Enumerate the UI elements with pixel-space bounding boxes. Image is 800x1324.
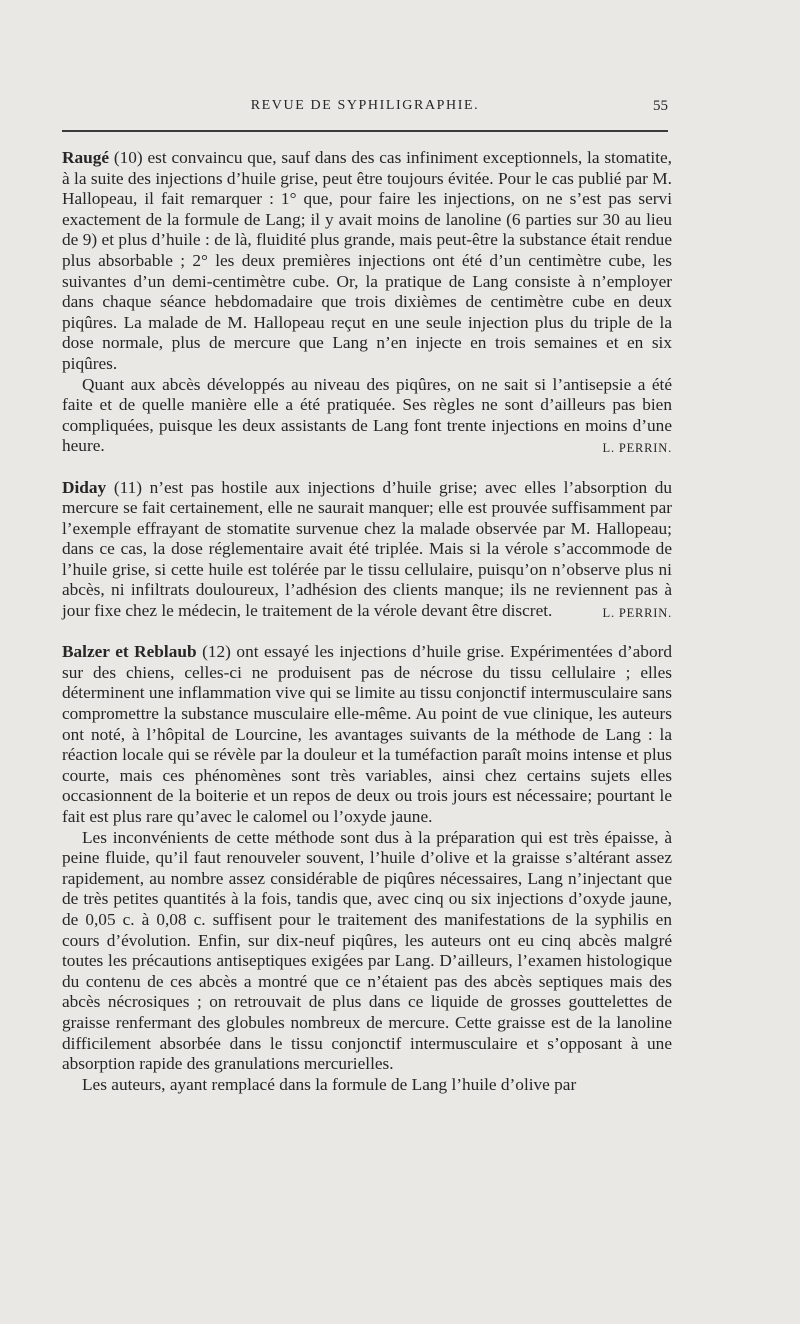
author-name: Diday	[62, 477, 107, 497]
paragraph	[62, 478, 672, 622]
running-head	[62, 98, 668, 122]
review-raugé	[62, 148, 672, 457]
paragraph-text: Quant aux abcès développés au niveau des piqûres, on ne sait si l’antisepsie a été faite et de quelle manière elle a été pratiquée. Ses règles ne sont d’ailleurs pas bien compliquées, puisque les deux assistants de Lang font trente injections en moins d’une heure.	[62, 374, 672, 456]
paragraph-text: (12) ont essayé les injections d’huile grise. Expérimentées d’abord sur des chiens, celles-ci ne produisent pas de nécrose du tissu cellulaire ; elles déterminent une inflammation vive qui se limite au tissu conjonctif intermusculaire sans compromettre la substance musculaire elle-même. Au point de vue clinique, les auteurs ont noté, à l’hôpital de Lourcine, les avantages suivants de la méthode de Lang : la réaction locale qui se révèle par la douleur et la tuméfaction paraît moins intense et plus courte, mais ces phénomènes sont très variables, ainsi chez certains sujets elles occasionnent de la boiterie et un repos de deux ou trois jours est nécessaire; pourtant le fait est plus rare qu’avec le calomel ou l’oxyde jaune.	[62, 642, 672, 826]
paragraph	[62, 1075, 672, 1096]
signature: L. PERRIN.	[602, 441, 672, 456]
header-rule	[62, 130, 668, 132]
paragraph	[62, 148, 672, 375]
article-body	[62, 148, 672, 1095]
paragraph-text: (11) n’est pas hostile aux injections d’huile grise; avec elles l’absorption du mercure se fait certainement, elle ne saurait manquer; elle est prouvée suffisamment par l’exemple effrayant de stomatite survenue chez la malade observée par M. Hallopeau; dans ce cas, la dose réglementaire avait été triplée. Mais si la vérole s’accommode de l’huile grise, si cette huile est tolérée par le tissu cellulaire, puisqu’on n’observe plus ni abcès, ni infiltrats douloureux, l’adhésion des clients manque; ils ne reviennent pas à jour fixe chez le médecin, le traitement de la vérole devant être discret.	[62, 477, 673, 621]
paragraph	[62, 375, 672, 457]
author-name: Raugé	[62, 148, 110, 167]
author-name: Balzer et Reblaub	[62, 642, 197, 662]
signature: L. PERRIN.	[602, 606, 672, 621]
page-number: 55	[653, 98, 668, 114]
review-balzer-reblaub	[62, 642, 672, 1095]
paragraph-text: Les auteurs, ayant remplacé dans la formule de Lang l’huile d’olive par	[82, 1074, 577, 1094]
running-title: REVUE DE SYPHILIGRAPHIE.	[250, 98, 480, 113]
paragraph-text: Les inconvénients de cette méthode sont dus à la préparation qui est très épaisse, à peine fluide, qu’il faut renouveler souvent, l’huile d’olive et la graisse s’altérant assez rapidement, au nombre assez considérable de piqûres nécessaires, Lang n’injectant que de très petites quantités à la fois, tandis que, avec cinq ou six injections d’oxyde jaune, de 0,05 c. à 0,08 c. suffisent pour le traitement des manifestations de la syphilis en cours d’évolution. Enfin, sur dix-neuf piqûres, les auteurs ont eu cinq abcès malgré toutes les précautions antiseptiques exigées par Lang. D’ailleurs, l’examen histologique du contenu de ces abcès a montré que ce n’étaient pas des abcès septiques mais des abcès nécrosiques ; on retrouvait de plus dans ce liquide de grosses gouttelettes de graisse renfermant des globules nombreux de mercure. Cette graisse est de la lanoline difficilement absorbée dans le tissu conjonctif intermusculaire et s’opposant à une absorption rapide des granulations mercurielles.	[62, 827, 672, 1074]
paragraph	[62, 828, 672, 1075]
paragraph	[62, 642, 672, 827]
paragraph-text: (10) est convaincu que, sauf dans des cas infiniment exceptionnels, la stomatite, à la suite des injections d’huile grise, peut être toujours évitée. Pour le cas publié par M. Hallopeau, il fait remarquer : 1° que, pour faire les injections, on ne s’est pas servi exactement de la formule de Lang; il y avait moins de lanoline (6 parties sur 30 au lieu de 9) et plus d’huile : de là, fluidité plus grande, mais peut-être la substance était rendue plus absorbable ; 2° les deux premières injections ont été d’un centimètre cube, les suivantes d’un demi-centimètre cube. Or, la pratique de Lang consiste à n’employer dans chaque séance hebdomadaire que trois dixièmes de centimètre cube en deux piqûres. La malade de M. Hallopeau reçut en une seule injection plus du triple de la dose normale, plus de mercure que Lang n’en injecte en trois semaines et en six piqûres.	[62, 148, 672, 373]
review-diday	[62, 478, 672, 622]
